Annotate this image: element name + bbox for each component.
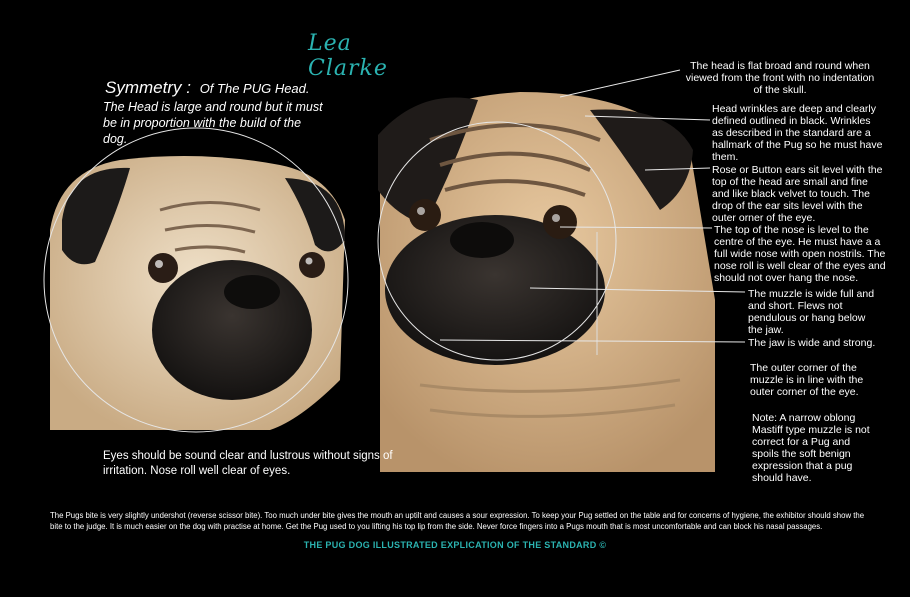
right-pug-head [378, 92, 715, 472]
bite-note: The Pugs bite is very slightly undershot (reverse scissor bite). Too much under bite gives the mouth an uptilt and causes a sour expression. To keep your Pug settled on the table and for concerns of hygiene, the exhibitor should show the bite to the judge. It is much easier on the dog with practise at home. Get the Pug used to you lifting his top lip from the side. Never force fingers into a Pugs mouth that is most uncomfortable and can block his nasal passages. [50, 511, 865, 531]
note-mastiff-muzzle: Note: A narrow oblong Mastiff type muzzle is not correct for a Pug and spoils the soft benign expression that a pug should have. [752, 412, 870, 484]
right-eye [299, 252, 325, 278]
left-eye [409, 199, 441, 231]
left-pug-head [44, 128, 348, 432]
eyes-note: Eyes should be sound clear and lustrous without signs of irritation. Nose roll well clear of eyes. [103, 450, 393, 477]
note-wrinkles: Head wrinkles are deep and clearly defined outlined in black. Wrinkles as described in the standard are a hallmark of the Pug so he must have them. [712, 103, 883, 163]
symmetry-heading [105, 78, 310, 98]
note-head-shape: The head is flat broad and round when viewed from the front with no indentation of the skull. [685, 60, 875, 96]
left-eye [148, 253, 178, 283]
footer-title: THE PUG DOG ILLUSTRATED EXPLICATION OF THE STANDARD © [303, 540, 607, 550]
symmetry-title: Symmetry : [105, 78, 191, 97]
symmetry-subtitle: Of The PUG Head. [199, 81, 310, 96]
nose [224, 275, 280, 309]
note-jaw: The jaw is wide and strong. [748, 337, 876, 349]
symmetry-description: The Head is large and round but it must be in proportion with the build of the dog. [103, 100, 323, 146]
note-ears: Rose or Button ears sit level with the top of the head are small and fine and like black velvet to touch. The drop of the ear sits level with the outer orner of the eye. [712, 164, 883, 224]
nose [450, 222, 514, 258]
note-muzzle: The muzzle is wide full and and short. Flews not pendulous or hang below the jaw. [748, 288, 875, 336]
note-nose: The top of the nose is level to the centre of the eye. He must have a a full wide nose with open nostrils. The nose roll is well clear of the eyes and should not over hang the nose. [714, 224, 886, 284]
note-muzzle-corner: The outer corner of the muzzle is in line with the outer corner of the eye. [750, 362, 864, 398]
right-eye [543, 205, 577, 239]
artist-signature: Lea Clarke [308, 31, 388, 81]
